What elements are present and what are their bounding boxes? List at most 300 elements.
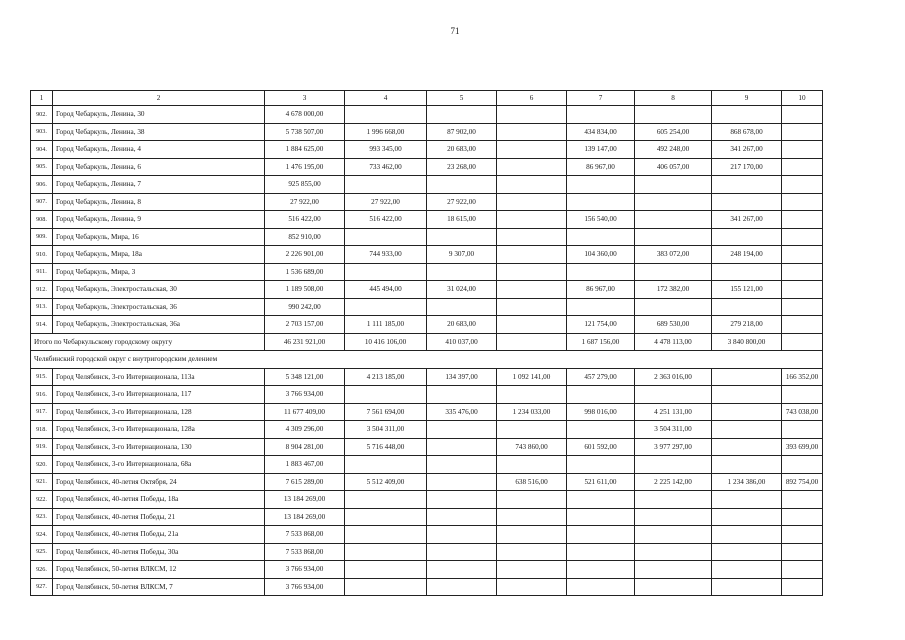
amount-cell: 104 360,00 [567,246,635,264]
amount-cell [497,106,567,124]
amount-cell: 156 540,00 [567,211,635,229]
amount-cell [635,386,712,404]
section-heading: Челябинский городской округ с внутригородским делением [31,351,823,369]
amount-cell [345,106,427,124]
amount-cell [635,176,712,194]
amount-cell [782,491,823,509]
section-row [31,351,823,369]
amount-cell: 3 766 934,00 [265,561,345,579]
amount-cell [427,176,497,194]
amount-cell [497,508,567,526]
column-header: 9 [712,91,782,106]
table-row [31,438,823,456]
amount-cell [345,526,427,544]
amount-cell: 335 476,00 [427,403,497,421]
amount-cell [427,543,497,561]
amount-cell [567,421,635,439]
address-cell: Город Челябинск, 40-летия Победы, 21а [53,526,265,544]
amount-cell: 4 309 296,00 [265,421,345,439]
amount-cell: 166 352,00 [782,368,823,386]
amount-cell [567,386,635,404]
amount-cell: 383 072,00 [635,246,712,264]
amount-cell [712,176,782,194]
amount-cell [567,298,635,316]
amount-cell [497,176,567,194]
amount-cell [567,228,635,246]
amount-cell: 20 683,00 [427,316,497,334]
amount-cell [782,386,823,404]
amount-cell: 3 504 311,00 [635,421,712,439]
table-row [31,456,823,474]
total-amount-cell: 410 037,00 [427,333,497,351]
table-row [31,473,823,491]
table-row [31,228,823,246]
amount-cell: 2 703 157,00 [265,316,345,334]
address-cell: Город Челябинск, 40-летия Победы, 21 [53,508,265,526]
table-row [31,281,823,299]
amount-cell: 3 977 297,00 [635,438,712,456]
amount-cell [712,508,782,526]
amount-cell [712,228,782,246]
amount-cell: 172 382,00 [635,281,712,299]
row-number: 915. [31,368,53,386]
total-amount-cell: 10 416 106,00 [345,333,427,351]
address-cell: Город Челябинск, 3-го Интернационала, 113а [53,368,265,386]
amount-cell: 743 038,00 [782,403,823,421]
row-number: 906. [31,176,53,194]
amount-cell [427,228,497,246]
amount-cell [497,526,567,544]
amount-cell [345,561,427,579]
table-row [31,158,823,176]
address-cell: Город Чебаркуль, Ленина, 7 [53,176,265,194]
row-number: 908. [31,211,53,229]
amount-cell [497,141,567,159]
column-header: 8 [635,91,712,106]
amount-cell: 1 234 033,00 [497,403,567,421]
amount-cell: 1 234 386,00 [712,473,782,491]
amount-cell [567,456,635,474]
amount-cell [712,438,782,456]
amount-cell [345,456,427,474]
address-cell: Город Челябинск, 3-го Интернационала, 128а [53,421,265,439]
amount-cell: 492 248,00 [635,141,712,159]
amount-cell [712,263,782,281]
amount-cell [782,578,823,596]
amount-cell: 13 184 269,00 [265,491,345,509]
address-cell: Город Чебаркуль, Электростальская, 36а [53,316,265,334]
address-cell: Город Челябинск, 3-го Интернационала, 128 [53,403,265,421]
total-amount-cell [782,333,823,351]
amount-cell: 134 397,00 [427,368,497,386]
amount-cell: 993 345,00 [345,141,427,159]
row-number: 904. [31,141,53,159]
amount-cell [635,491,712,509]
amount-cell [497,281,567,299]
amount-cell: 1 884 625,00 [265,141,345,159]
amount-cell: 279 218,00 [712,316,782,334]
amount-cell [567,193,635,211]
row-number: 902. [31,106,53,124]
amount-cell [345,176,427,194]
amount-cell [782,526,823,544]
amount-cell [712,193,782,211]
amount-cell: 341 267,00 [712,211,782,229]
amount-cell [712,298,782,316]
amount-cell [427,578,497,596]
amount-cell [427,386,497,404]
amount-cell [497,491,567,509]
column-header: 10 [782,91,823,106]
address-cell: Город Чебаркуль, Мира, 16 [53,228,265,246]
amount-cell: 1 536 689,00 [265,263,345,281]
amount-cell: 7 533 868,00 [265,543,345,561]
amount-cell [345,491,427,509]
address-cell: Город Челябинск, 40-летия Октября, 24 [53,473,265,491]
amount-cell: 2 226 901,00 [265,246,345,264]
address-cell: Город Челябинск, 40-летия Победы, 18а [53,491,265,509]
total-amount-cell: 4 478 113,00 [635,333,712,351]
table-row [31,421,823,439]
amount-cell: 516 422,00 [345,211,427,229]
amount-cell [712,561,782,579]
amount-cell: 139 147,00 [567,141,635,159]
amount-cell: 86 967,00 [567,158,635,176]
amount-cell: 516 422,00 [265,211,345,229]
amount-cell: 1 883 467,00 [265,456,345,474]
address-cell: Город Чебаркуль, Ленина, 9 [53,211,265,229]
amount-cell [712,456,782,474]
table-row [31,526,823,544]
address-cell: Город Челябинск, 3-го Интернационала, 117 [53,386,265,404]
amount-cell [497,386,567,404]
amount-cell [712,543,782,561]
row-number: 920. [31,456,53,474]
amount-cell [497,456,567,474]
total-amount-cell [497,333,567,351]
amount-cell: 217 170,00 [712,158,782,176]
row-number: 926. [31,561,53,579]
amount-cell [345,298,427,316]
address-cell: Город Чебаркуль, Электростальская, 30 [53,281,265,299]
amount-cell: 1 476 195,00 [265,158,345,176]
amount-cell [497,246,567,264]
address-cell: Город Чебаркуль, Ленина, 8 [53,193,265,211]
address-cell: Город Челябинск, 40-летия Победы, 30а [53,543,265,561]
amount-cell [567,508,635,526]
amount-cell: 5 512 409,00 [345,473,427,491]
address-cell: Город Чебаркуль, Мира, 3 [53,263,265,281]
table-row [31,316,823,334]
address-cell: Город Челябинск, 50-летия ВЛКСМ, 7 [53,578,265,596]
amount-cell: 7 615 289,00 [265,473,345,491]
address-cell: Город Чебаркуль, Ленина, 6 [53,158,265,176]
amount-cell [345,543,427,561]
amount-cell [345,386,427,404]
amount-cell: 3 766 934,00 [265,578,345,596]
amount-cell [497,193,567,211]
row-number: 911. [31,263,53,281]
amount-cell: 3 766 934,00 [265,386,345,404]
amount-cell: 3 504 311,00 [345,421,427,439]
column-header: 4 [345,91,427,106]
amount-cell [635,543,712,561]
amount-cell: 445 494,00 [345,281,427,299]
amount-cell [782,211,823,229]
amount-cell [712,368,782,386]
amount-cell [782,158,823,176]
table-row [31,298,823,316]
table-row [31,368,823,386]
amount-cell: 23 268,00 [427,158,497,176]
amount-cell [782,281,823,299]
amount-cell [427,526,497,544]
amount-cell [782,193,823,211]
amount-cell: 1 189 508,00 [265,281,345,299]
amount-cell: 5 348 121,00 [265,368,345,386]
amount-cell [712,421,782,439]
amount-cell [782,228,823,246]
address-cell: Город Чебаркуль, Ленина, 30 [53,106,265,124]
amount-cell [635,106,712,124]
amount-cell: 868 678,00 [712,123,782,141]
amount-cell: 434 834,00 [567,123,635,141]
amount-cell [345,578,427,596]
amount-cell [782,246,823,264]
amount-cell [497,211,567,229]
amount-cell: 521 611,00 [567,473,635,491]
amount-cell: 87 902,00 [427,123,497,141]
amount-cell: 393 699,00 [782,438,823,456]
column-header: 2 [53,91,265,106]
amount-cell [497,298,567,316]
address-cell: Город Челябинск, 50-летия ВЛКСМ, 12 [53,561,265,579]
page-number: 71 [450,26,460,36]
amount-cell [782,456,823,474]
amount-cell [782,263,823,281]
amount-cell: 9 307,00 [427,246,497,264]
amount-cell [427,438,497,456]
amount-cell [635,298,712,316]
amount-cell: 990 242,00 [265,298,345,316]
amount-cell [427,561,497,579]
table-row [31,211,823,229]
amount-cell [712,106,782,124]
total-amount-cell: 1 687 156,00 [567,333,635,351]
amount-cell: 605 254,00 [635,123,712,141]
amount-cell: 743 860,00 [497,438,567,456]
amount-cell [782,543,823,561]
amount-cell [635,211,712,229]
row-number: 903. [31,123,53,141]
amount-cell: 638 516,00 [497,473,567,491]
amount-cell [782,176,823,194]
amount-cell [635,193,712,211]
table-row [31,578,823,596]
row-number: 914. [31,316,53,334]
data-table [30,90,823,596]
row-number: 924. [31,526,53,544]
amount-cell: 13 184 269,00 [265,508,345,526]
row-number: 916. [31,386,53,404]
amount-cell [427,456,497,474]
amount-cell: 7 561 694,00 [345,403,427,421]
amount-cell: 341 267,00 [712,141,782,159]
amount-cell: 5 716 448,00 [345,438,427,456]
table-row [31,543,823,561]
table-row [31,246,823,264]
row-number: 909. [31,228,53,246]
amount-cell [427,298,497,316]
row-number: 923. [31,508,53,526]
row-number: 913. [31,298,53,316]
amount-cell [635,228,712,246]
amount-cell: 744 933,00 [345,246,427,264]
amount-cell [782,508,823,526]
amount-cell: 1 996 668,00 [345,123,427,141]
row-number: 921. [31,473,53,491]
amount-cell: 1 092 141,00 [497,368,567,386]
amount-cell: 11 677 409,00 [265,403,345,421]
total-label: Итого по Чебаркульскому городскому округу [31,333,265,351]
row-number: 927. [31,578,53,596]
amount-cell [345,508,427,526]
address-cell: Город Челябинск, 3-го Интернационала, 68а [53,456,265,474]
total-row [31,333,823,351]
table-row [31,176,823,194]
amount-cell: 406 057,00 [635,158,712,176]
table-body [31,91,823,596]
amount-cell [497,316,567,334]
amount-cell: 18 615,00 [427,211,497,229]
amount-cell [427,421,497,439]
amount-cell [782,316,823,334]
amount-cell [567,578,635,596]
row-number: 912. [31,281,53,299]
amount-cell: 4 251 131,00 [635,403,712,421]
address-cell: Город Челябинск, 3-го Интернационала, 130 [53,438,265,456]
amount-cell [712,526,782,544]
amount-cell [635,456,712,474]
amount-cell [427,263,497,281]
amount-cell: 121 754,00 [567,316,635,334]
column-header: 1 [31,91,53,106]
amount-cell [497,561,567,579]
row-number: 917. [31,403,53,421]
address-cell: Город Чебаркуль, Электростальская, 36 [53,298,265,316]
table-row [31,123,823,141]
address-cell: Город Чебаркуль, Ленина, 38 [53,123,265,141]
table-row [31,491,823,509]
amount-cell [497,123,567,141]
amount-cell: 2 363 016,00 [635,368,712,386]
table-row [31,386,823,404]
address-cell: Город Чебаркуль, Мира, 18а [53,246,265,264]
amount-cell [567,543,635,561]
table-row [31,561,823,579]
amount-cell [427,491,497,509]
amount-cell [635,508,712,526]
column-header: 6 [497,91,567,106]
amount-cell: 733 462,00 [345,158,427,176]
table-row [31,263,823,281]
amount-cell [345,263,427,281]
amount-cell [782,421,823,439]
column-header: 5 [427,91,497,106]
amount-cell: 7 533 868,00 [265,526,345,544]
amount-cell: 457 279,00 [567,368,635,386]
amount-cell: 852 910,00 [265,228,345,246]
amount-cell [712,403,782,421]
amount-cell: 925 855,00 [265,176,345,194]
address-cell: Город Чебаркуль, Ленина, 4 [53,141,265,159]
table-row [31,106,823,124]
amount-cell: 27 922,00 [265,193,345,211]
amount-cell [567,491,635,509]
column-header: 3 [265,91,345,106]
amount-cell [712,491,782,509]
amount-cell [497,421,567,439]
amount-cell [567,561,635,579]
amount-cell [567,106,635,124]
amount-cell [635,578,712,596]
amount-cell [427,106,497,124]
amount-cell [782,141,823,159]
amount-cell [497,263,567,281]
amount-cell [635,263,712,281]
amount-cell [427,508,497,526]
amount-cell [635,561,712,579]
table-row [31,193,823,211]
table-row [31,403,823,421]
row-number: 918. [31,421,53,439]
amount-cell [782,106,823,124]
row-number: 910. [31,246,53,264]
amount-cell [345,228,427,246]
amount-cell: 8 904 281,00 [265,438,345,456]
amount-cell [497,158,567,176]
total-amount-cell: 46 231 921,00 [265,333,345,351]
row-number: 905. [31,158,53,176]
amount-cell [497,578,567,596]
amount-cell [635,526,712,544]
amount-cell: 5 738 507,00 [265,123,345,141]
row-number: 907. [31,193,53,211]
amount-cell: 892 754,00 [782,473,823,491]
amount-cell: 689 530,00 [635,316,712,334]
amount-cell: 27 922,00 [345,193,427,211]
amount-cell [427,473,497,491]
amount-cell [567,263,635,281]
table-row [31,508,823,526]
amount-cell [712,386,782,404]
amount-cell: 998 016,00 [567,403,635,421]
table-row [31,141,823,159]
amount-cell [782,561,823,579]
row-number: 922. [31,491,53,509]
row-number: 925. [31,543,53,561]
table-header-row [31,91,823,106]
amount-cell [567,526,635,544]
amount-cell: 20 683,00 [427,141,497,159]
amount-cell [782,123,823,141]
amount-cell: 86 967,00 [567,281,635,299]
amount-cell [497,228,567,246]
amount-cell: 2 225 142,00 [635,473,712,491]
amount-cell: 1 111 185,00 [345,316,427,334]
amount-cell: 155 121,00 [712,281,782,299]
amount-cell: 248 194,00 [712,246,782,264]
